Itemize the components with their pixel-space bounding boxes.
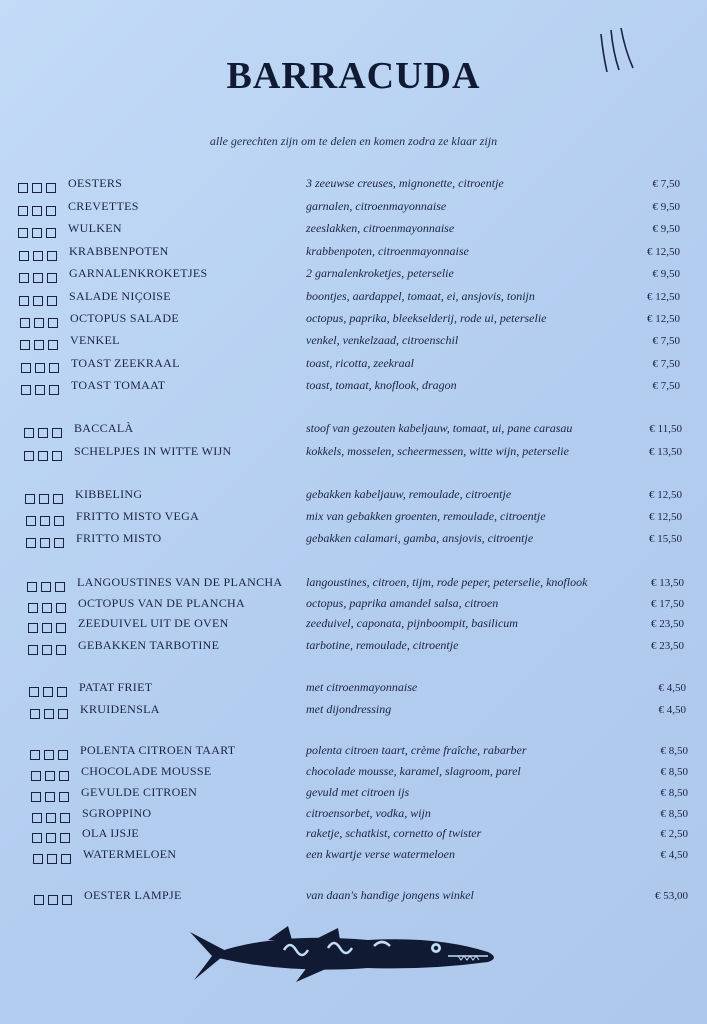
order-checkbox[interactable] <box>28 603 38 613</box>
order-checkbox[interactable] <box>32 228 42 238</box>
order-checkboxes <box>25 491 67 506</box>
order-checkboxes <box>20 337 62 352</box>
item-name: CHOCOLADE MOUSSE <box>81 764 212 778</box>
order-checkbox[interactable] <box>48 340 58 350</box>
order-checkboxes <box>34 892 76 907</box>
order-checkbox[interactable] <box>54 538 64 548</box>
order-checkboxes <box>31 789 73 804</box>
item-description: mix van gebakken groenten, remoulade, citroentje <box>306 509 546 523</box>
menu-item <box>24 444 707 464</box>
item-price: € 8,50 <box>660 766 688 778</box>
item-name: WATERMELOEN <box>83 847 177 861</box>
order-checkbox[interactable] <box>44 709 54 719</box>
order-checkbox[interactable] <box>31 792 41 802</box>
item-description: octopus, paprika, bleekselderij, rode ui, peterselie <box>306 311 547 325</box>
order-checkbox[interactable] <box>55 582 65 592</box>
barracuda-fish-icon <box>188 922 504 988</box>
item-price: € 12,50 <box>649 489 682 501</box>
order-checkbox[interactable] <box>32 813 42 823</box>
order-checkbox[interactable] <box>20 318 30 328</box>
item-name: PATAT FRIET <box>79 680 153 694</box>
order-checkbox[interactable] <box>30 709 40 719</box>
order-checkbox[interactable] <box>40 538 50 548</box>
item-description: krabbenpoten, citroenmayonnaise <box>306 244 469 258</box>
order-checkbox[interactable] <box>29 687 39 697</box>
order-checkbox[interactable] <box>32 206 42 216</box>
order-checkboxes <box>19 270 61 285</box>
item-name: KRUIDENSLA <box>80 702 160 716</box>
item-name: ZEEDUIVEL UIT DE OVEN <box>78 616 229 630</box>
order-checkboxes <box>24 448 66 463</box>
order-checkbox[interactable] <box>27 582 37 592</box>
item-description: citroensorbet, vodka, wijn <box>306 806 431 820</box>
order-checkboxes <box>30 747 72 762</box>
order-checkbox[interactable] <box>24 428 34 438</box>
item-name: KIBBELING <box>75 487 143 501</box>
item-price: € 2,50 <box>660 828 688 840</box>
item-description: toast, tomaat, knoflook, dragon <box>306 378 457 392</box>
item-name: SALADE NIÇOISE <box>69 289 171 303</box>
item-name: SCHELPJES IN WITTE WIJN <box>74 444 232 458</box>
item-price: € 15,50 <box>649 533 682 545</box>
order-checkbox[interactable] <box>18 228 28 238</box>
order-checkbox[interactable] <box>53 494 63 504</box>
item-name: OESTER LAMPJE <box>84 888 182 902</box>
order-checkboxes <box>24 425 66 440</box>
menu-item <box>21 378 707 398</box>
order-checkbox[interactable] <box>34 340 44 350</box>
item-price: € 8,50 <box>660 808 688 820</box>
item-name: KRABBENPOTEN <box>69 244 169 258</box>
order-checkbox[interactable] <box>33 296 43 306</box>
menu-item <box>29 680 707 700</box>
order-checkbox[interactable] <box>19 296 29 306</box>
order-checkbox[interactable] <box>38 428 48 438</box>
order-checkbox[interactable] <box>57 687 67 697</box>
order-checkbox[interactable] <box>35 363 45 373</box>
item-name: WULKEN <box>68 221 122 235</box>
order-checkboxes <box>30 706 72 721</box>
item-description: met dijondressing <box>306 702 392 716</box>
order-checkbox[interactable] <box>40 516 50 526</box>
order-checkbox[interactable] <box>46 813 56 823</box>
item-price: € 7,50 <box>652 380 680 392</box>
order-checkbox[interactable] <box>19 251 29 261</box>
order-checkboxes <box>26 513 68 528</box>
item-name: FRITTO MISTO <box>76 531 162 545</box>
item-description: raketje, schatkist, cornetto of twister <box>306 826 482 840</box>
item-name: OLA IJSJE <box>82 826 140 840</box>
item-price: € 9,50 <box>652 268 680 280</box>
menu-item <box>25 487 707 507</box>
order-checkbox[interactable] <box>46 228 56 238</box>
menu-item <box>32 806 707 826</box>
item-price: € 12,50 <box>649 511 682 523</box>
order-checkboxes <box>29 684 71 699</box>
item-price: € 9,50 <box>652 201 680 213</box>
item-price: € 13,50 <box>649 446 682 458</box>
order-checkbox[interactable] <box>18 183 28 193</box>
item-name: POLENTA CITROEN TAART <box>80 743 236 757</box>
item-description: gebakken kabeljauw, remoulade, citroentje <box>306 487 512 501</box>
order-checkbox[interactable] <box>46 833 56 843</box>
item-name: LANGOUSTINES VAN DE PLANCHA <box>77 575 283 589</box>
item-description: venkel, venkelzaad, citroenschil <box>306 333 459 347</box>
menu-item <box>26 531 707 551</box>
item-price: € 4,50 <box>658 704 686 716</box>
menu-item <box>28 616 707 636</box>
order-checkbox[interactable] <box>34 318 44 328</box>
order-checkboxes <box>21 360 63 375</box>
item-price: € 8,50 <box>660 745 688 757</box>
menu-item <box>28 596 707 616</box>
order-checkbox[interactable] <box>46 206 56 216</box>
item-price: € 23,50 <box>651 618 684 630</box>
order-checkboxes <box>19 248 61 263</box>
menu-item <box>20 311 707 331</box>
order-checkbox[interactable] <box>44 750 54 760</box>
order-checkbox[interactable] <box>62 895 72 905</box>
order-checkbox[interactable] <box>30 750 40 760</box>
order-checkbox[interactable] <box>34 895 44 905</box>
menu-subtitle: alle gerechten zijn om te delen en komen zodra ze klaar zijn <box>209 134 498 148</box>
order-checkbox[interactable] <box>52 451 62 461</box>
menu-item <box>24 421 707 441</box>
item-price: € 4,50 <box>660 849 688 861</box>
item-description: met citroenmayonnaise <box>306 680 418 694</box>
order-checkbox[interactable] <box>47 273 57 283</box>
order-checkbox[interactable] <box>38 451 48 461</box>
item-name: OCTOPUS SALADE <box>70 311 179 325</box>
item-name: TOAST ZEEKRAAL <box>71 356 180 370</box>
menu-item <box>19 266 707 286</box>
menu-item <box>26 509 707 529</box>
item-description: toast, ricotta, zeekraal <box>306 356 414 370</box>
menu-item <box>34 888 707 908</box>
order-checkbox[interactable] <box>61 854 71 864</box>
item-description: gevuld met citroen ijs <box>306 785 410 799</box>
item-price: € 4,50 <box>658 682 686 694</box>
order-checkbox[interactable] <box>54 516 64 526</box>
item-price: € 17,50 <box>651 598 684 610</box>
order-checkboxes <box>33 851 75 866</box>
item-name: OCTOPUS VAN DE PLANCHA <box>78 596 245 610</box>
order-checkbox[interactable] <box>28 623 38 633</box>
order-checkbox[interactable] <box>56 623 66 633</box>
order-checkbox[interactable] <box>42 645 52 655</box>
item-description: zeeduivel, caponata, pijnboompit, basilicum <box>306 616 518 630</box>
item-description: gebakken calamari, gamba, ansjovis, citroentje <box>306 531 534 545</box>
item-description: boontjes, aardappel, tomaat, ei, ansjovis, tonijn <box>306 289 535 303</box>
menu-item <box>20 333 707 353</box>
order-checkboxes <box>32 830 74 845</box>
menu-item <box>30 743 707 763</box>
menu-title: BARRACUDA <box>226 55 481 97</box>
menu-item <box>21 356 707 376</box>
order-checkbox[interactable] <box>31 771 41 781</box>
order-checkbox[interactable] <box>24 451 34 461</box>
menu-item <box>18 221 707 241</box>
item-description: polenta citroen taart, crème fraîche, rabarber <box>306 743 527 757</box>
order-checkbox[interactable] <box>25 494 35 504</box>
order-checkbox[interactable] <box>58 750 68 760</box>
order-checkbox[interactable] <box>35 385 45 395</box>
item-description: 3 zeeuwse creuses, mignonette, citroentje <box>306 176 504 190</box>
order-checkbox[interactable] <box>18 206 28 216</box>
order-checkbox[interactable] <box>60 813 70 823</box>
order-checkbox[interactable] <box>19 273 29 283</box>
item-description: kokkels, mosselen, scheermessen, witte wijn, peterselie <box>306 444 569 458</box>
order-checkbox[interactable] <box>60 833 70 843</box>
item-price: € 23,50 <box>651 640 684 652</box>
item-description: zeeslakken, citroenmayonnaise <box>306 221 455 235</box>
order-checkbox[interactable] <box>33 251 43 261</box>
item-price: € 13,50 <box>651 577 684 589</box>
item-name: GEBAKKEN TARBOTINE <box>78 638 220 652</box>
order-checkbox[interactable] <box>59 771 69 781</box>
menu-item <box>30 702 707 722</box>
order-checkbox[interactable] <box>43 687 53 697</box>
order-checkboxes <box>21 382 63 397</box>
item-description: octopus, paprika amandel salsa, citroen <box>306 596 499 610</box>
item-name: TOAST TOMAAT <box>71 378 166 392</box>
menu-item <box>19 244 707 264</box>
item-price: € 7,50 <box>652 358 680 370</box>
order-checkboxes <box>31 768 73 783</box>
item-price: € 7,50 <box>652 178 680 190</box>
menu-item <box>19 289 707 309</box>
order-checkbox[interactable] <box>21 385 31 395</box>
order-checkbox[interactable] <box>46 183 56 193</box>
item-name: CREVETTES <box>68 199 139 213</box>
item-price: € 9,50 <box>652 223 680 235</box>
order-checkboxes <box>18 180 60 195</box>
item-price: € 53,00 <box>655 890 688 902</box>
order-checkbox[interactable] <box>56 645 66 655</box>
order-checkboxes <box>32 810 74 825</box>
order-checkboxes <box>19 293 61 308</box>
order-checkbox[interactable] <box>47 296 57 306</box>
item-description: garnalen, citroenmayonnaise <box>306 199 447 213</box>
order-checkboxes <box>28 620 70 635</box>
item-name: FRITTO MISTO VEGA <box>76 509 200 523</box>
order-checkbox[interactable] <box>42 603 52 613</box>
item-description: chocolade mousse, karamel, slagroom, parel <box>306 764 521 778</box>
item-price: € 12,50 <box>647 313 680 325</box>
item-description: tarbotine, remoulade, citroentje <box>306 638 459 652</box>
order-checkbox[interactable] <box>33 854 43 864</box>
order-checkboxes <box>20 315 62 330</box>
menu-item <box>27 575 707 595</box>
order-checkbox[interactable] <box>45 792 55 802</box>
item-description: 2 garnalenkroketjes, peterselie <box>306 266 454 280</box>
order-checkbox[interactable] <box>33 273 43 283</box>
order-checkbox[interactable] <box>49 363 59 373</box>
menu-item <box>31 785 707 805</box>
order-checkbox[interactable] <box>52 428 62 438</box>
menu-item <box>31 764 707 784</box>
order-checkbox[interactable] <box>47 854 57 864</box>
item-description: van daan's handige jongens winkel <box>306 888 474 902</box>
order-checkbox[interactable] <box>28 645 38 655</box>
order-checkboxes <box>28 600 70 615</box>
order-checkbox[interactable] <box>21 363 31 373</box>
menu-item <box>32 826 707 846</box>
item-name: GARNALENKROKETJES <box>69 266 208 280</box>
item-description: een kwartje verse watermeloen <box>306 847 455 861</box>
item-price: € 8,50 <box>660 787 688 799</box>
order-checkbox[interactable] <box>45 771 55 781</box>
order-checkboxes <box>28 642 70 657</box>
menu-item <box>28 638 707 658</box>
item-name: VENKEL <box>70 333 120 347</box>
tally-marks-icon <box>597 26 637 78</box>
order-checkbox[interactable] <box>26 538 36 548</box>
order-checkbox[interactable] <box>59 792 69 802</box>
order-checkboxes <box>18 203 60 218</box>
order-checkboxes <box>27 579 69 594</box>
item-price: € 7,50 <box>652 335 680 347</box>
order-checkbox[interactable] <box>20 340 30 350</box>
order-checkbox[interactable] <box>32 183 42 193</box>
order-checkboxes <box>26 535 68 550</box>
order-checkboxes <box>18 225 60 240</box>
item-price: € 12,50 <box>647 291 680 303</box>
order-checkbox[interactable] <box>39 494 49 504</box>
menu-item <box>18 176 707 196</box>
order-checkbox[interactable] <box>49 385 59 395</box>
item-name: BACCALÀ <box>74 421 134 435</box>
order-checkbox[interactable] <box>42 623 52 633</box>
item-description: langoustines, citroen, tijm, rode peper, peterselie, knoflook <box>306 575 588 589</box>
order-checkbox[interactable] <box>47 251 57 261</box>
order-checkbox[interactable] <box>48 318 58 328</box>
order-checkbox[interactable] <box>32 833 42 843</box>
order-checkbox[interactable] <box>48 895 58 905</box>
order-checkbox[interactable] <box>58 709 68 719</box>
item-price: € 12,50 <box>647 246 680 258</box>
order-checkbox[interactable] <box>41 582 51 592</box>
item-description: stoof van gezouten kabeljauw, tomaat, ui, pane carasau <box>306 421 573 435</box>
order-checkbox[interactable] <box>26 516 36 526</box>
order-checkbox[interactable] <box>56 603 66 613</box>
menu-item <box>18 199 707 219</box>
item-name: OESTERS <box>68 176 123 190</box>
item-name: SGROPPINO <box>82 806 152 820</box>
item-name: GEVULDE CITROEN <box>81 785 198 799</box>
item-price: € 11,50 <box>649 423 682 435</box>
menu-item <box>33 847 707 867</box>
